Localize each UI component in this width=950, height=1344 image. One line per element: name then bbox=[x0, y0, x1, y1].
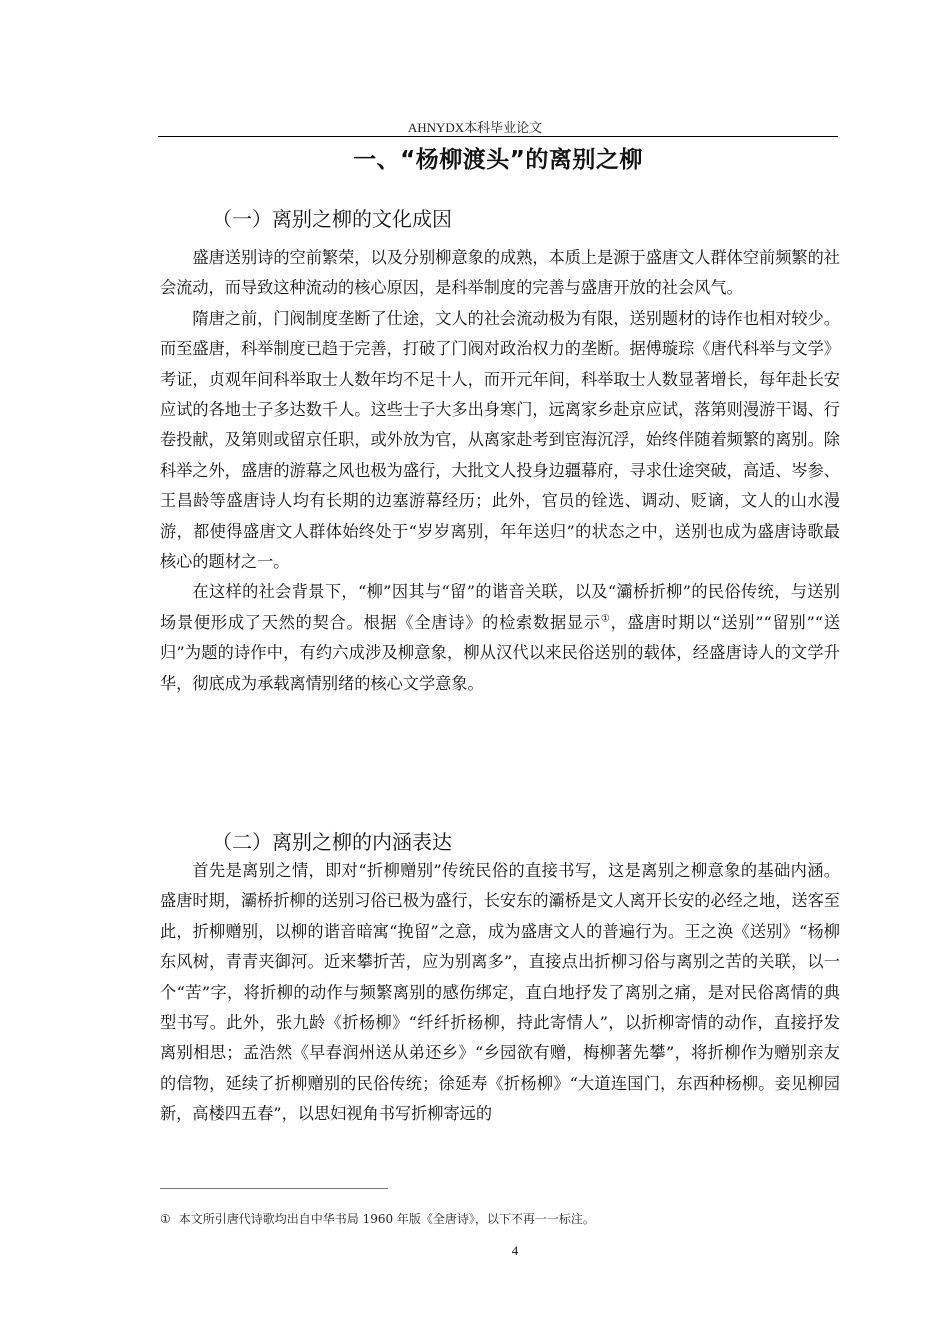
footnote-mark: ① bbox=[160, 1212, 171, 1226]
section-1-body bbox=[160, 243, 840, 699]
footnote bbox=[160, 1210, 595, 1227]
footnote-text: 本文所引唐代诗歌均出自中华书局 1960 年版《全唐诗》，以下不再一一标注。 bbox=[178, 1212, 595, 1226]
paragraph-text: ，盛唐时期以“送别”“留别”“送归”为题的诗作中，有约六成涉及柳意象，柳从汉代以来民俗送别的载体，经盛唐诗人的文学升华，彻底成为承载离情别绪的核心文学意象。 bbox=[160, 612, 840, 693]
section-1-title: （一）离别之柳的文化成因 bbox=[212, 207, 452, 231]
footnote-reference[interactable]: ① bbox=[600, 613, 611, 625]
section-2-body bbox=[160, 856, 840, 1130]
chapter-title: 一、“杨柳渡头”的离别之柳 bbox=[353, 147, 643, 173]
section-2-title: （二）离别之柳的内涵表达 bbox=[212, 830, 452, 854]
running-header: AHNYDX本科毕业论文 bbox=[407, 120, 543, 135]
footnote-rule bbox=[160, 1188, 388, 1189]
paragraph: 盛唐送别诗的空前繁荣，以及分别柳意象的成熟，本质上是源于盛唐文人群体空前频繁的社会流动，而导致这种流动的核心原因，是科举制度的完善与盛唐开放的社会风气。 bbox=[160, 248, 840, 298]
paragraph-text: 在这样的社会背景下，“柳”因其与“留”的谐音关联，以及“灞桥折柳”的民俗传统，与送别场景便形成了天然的契合。根据《全唐诗》的检索数据显示 bbox=[160, 582, 840, 632]
header-rule bbox=[158, 136, 838, 137]
page-number: 4 bbox=[511, 1243, 519, 1258]
paragraph bbox=[160, 577, 840, 699]
paragraph: 首先是离别之情，即对“折柳赠别”传统民俗的直接书写，这是离别之柳意象的基础内涵。盛唐时期，灞桥折柳的送别习俗已极为盛行，长安东的灞桥是文人离开长安的必经之地，送客至此，折柳赠别，以柳的谐音暗寓“挽留”之意，成为盛唐文人的普遍行为。王之涣《送别》“杨柳东风树，青青夹御河。近来攀折苦，应为别离多”，直接点出折柳习俗与离别之苦的关联，以一个“苦”字，将折柳的动作与频繁离别的感伤绑定，直白地抒发了离别之痛，是对民俗离情的典型书写。此外，张九龄《折杨柳》“纤纤折杨柳，持此寄情人”，以折柳寄情的动作，直接抒发离别相思；孟浩然《早春润州送从弟还乡》“乡园欲有赠，梅柳著先攀”，将折柳作为赠别亲友的信物，延续了折柳赠别的民俗传统；徐延寿《折杨柳》“大道连国门，东西种杨柳。妾见柳园新，高楼四五春”，以思妇视角书写折柳寄远的 bbox=[160, 861, 840, 1124]
paragraph: 隋唐之前，门阀制度垄断了仕途，文人的社会流动极为有限，送别题材的诗作也相对较少。而至盛唐，科举制度已趋于完善，打破了门阀对政治权力的垄断。据傅璇琮《唐代科举与文学》考证，贞观年间科举取士人数年均不足十人，而开元年间，科举取士人数显著增长，每年赴长安应试的各地士子多达数千人。这些士子大多出身寒门，远离家乡赴京应试，落第则漫游干谒、行卷投献，及第则或留京任职，或外放为官，从离家赴考到宦海沉浮，始终伴随着频繁的离别。除科举之外，盛唐的游幕之风也极为盛行，大批文人投身边疆幕府，寻求仕途突破，高适、岑参、王昌龄等盛唐诗人均有长期的边塞游幕经历；此外，官员的铨选、调动、贬谪，文人的山水漫游，都使得盛唐文人群体始终处于“岁岁离别，年年送归”的状态之中，送别也成为盛唐诗歌最核心的题材之一。 bbox=[160, 308, 840, 572]
